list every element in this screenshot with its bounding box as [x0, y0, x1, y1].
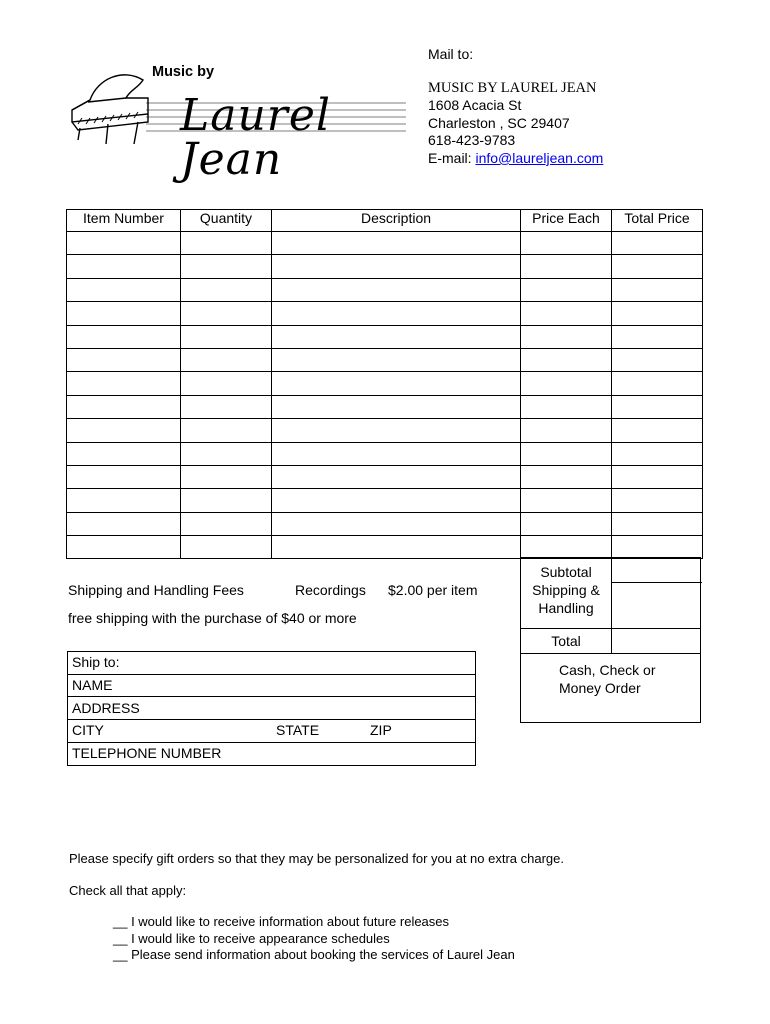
- cell-quantity[interactable]: [181, 512, 272, 535]
- checklist-item-releases[interactable]: __ I would like to receive information about future releases: [113, 914, 450, 929]
- phone-number: 618-423-9783: [428, 132, 516, 149]
- company-name: MUSIC BY LAUREL JEAN: [428, 79, 597, 96]
- checklist: [113, 914, 515, 964]
- ship-to-name[interactable]: NAME: [68, 675, 475, 698]
- cell-total-price[interactable]: [612, 512, 703, 535]
- gift-note: Please specify gift orders so that they may be personalized for you at no extra charge.: [69, 851, 564, 866]
- payment-line-1: Cash, Check or: [559, 662, 656, 678]
- cell-description[interactable]: [272, 372, 521, 395]
- cell-price-each[interactable]: [521, 512, 612, 535]
- table-row: [67, 536, 703, 559]
- free-shipping-note: free shipping with the purchase of $40 or more: [68, 610, 357, 626]
- cell-price-each[interactable]: [521, 489, 612, 512]
- header-item-number: Item Number: [67, 210, 181, 232]
- cell-item-number[interactable]: [67, 465, 181, 488]
- cell-quantity[interactable]: [181, 372, 272, 395]
- cell-description[interactable]: [272, 442, 521, 465]
- cell-quantity[interactable]: [181, 255, 272, 278]
- cell-quantity[interactable]: [181, 302, 272, 325]
- table-row: [67, 302, 703, 325]
- shipping-rate: $2.00 per item: [388, 582, 478, 598]
- header-total-price: Total Price: [612, 210, 703, 232]
- cell-item-number[interactable]: [67, 372, 181, 395]
- cell-total-price[interactable]: [612, 255, 703, 278]
- cell-description[interactable]: [272, 278, 521, 301]
- cell-total-price[interactable]: [612, 325, 703, 348]
- cell-item-number[interactable]: [67, 512, 181, 535]
- shipping-handling-label-1: Shipping &: [532, 582, 600, 598]
- cell-price-each[interactable]: [521, 372, 612, 395]
- cell-quantity[interactable]: [181, 325, 272, 348]
- ship-to-city-row[interactable]: [68, 720, 475, 743]
- ship-to-header: Ship to:: [68, 652, 475, 675]
- cell-description[interactable]: [272, 302, 521, 325]
- table-row: [67, 325, 703, 348]
- cell-description[interactable]: [272, 419, 521, 442]
- cell-price-each[interactable]: [521, 302, 612, 325]
- mail-to-block: [428, 46, 603, 168]
- table-row: [67, 419, 703, 442]
- table-row: [67, 465, 703, 488]
- cell-quantity[interactable]: [181, 465, 272, 488]
- cell-quantity[interactable]: [181, 232, 272, 255]
- order-rows: [67, 232, 703, 559]
- order-table: [66, 209, 703, 559]
- header-description: Description: [272, 210, 521, 232]
- cell-total-price[interactable]: [612, 348, 703, 371]
- cell-description[interactable]: [272, 232, 521, 255]
- cell-total-price[interactable]: [612, 395, 703, 418]
- cell-total-price[interactable]: [612, 442, 703, 465]
- cell-item-number[interactable]: [67, 419, 181, 442]
- cell-description[interactable]: [272, 465, 521, 488]
- shipping-handling-label-2: Handling: [538, 600, 594, 616]
- cell-price-each[interactable]: [521, 348, 612, 371]
- cell-total-price[interactable]: [612, 372, 703, 395]
- cell-item-number[interactable]: [67, 489, 181, 512]
- cell-item-number[interactable]: [67, 255, 181, 278]
- cell-price-each[interactable]: [521, 419, 612, 442]
- ship-to-address[interactable]: [68, 697, 475, 720]
- table-row: [67, 348, 703, 371]
- shipping-recordings: Recordings: [295, 582, 366, 598]
- cell-total-price[interactable]: [612, 465, 703, 488]
- table-row: [67, 278, 703, 301]
- cell-item-number[interactable]: [67, 395, 181, 418]
- total-label: Total: [551, 633, 581, 649]
- cell-total-price[interactable]: [612, 419, 703, 442]
- checklist-item-booking[interactable]: __ Please send information about booking the services of Laurel Jean: [113, 947, 515, 962]
- table-row: [67, 372, 703, 395]
- subtotal-label: Subtotal: [540, 564, 592, 580]
- cell-description[interactable]: [272, 255, 521, 278]
- cell-quantity[interactable]: [181, 278, 272, 301]
- cell-item-number[interactable]: [67, 278, 181, 301]
- cell-quantity[interactable]: [181, 442, 272, 465]
- cell-price-each[interactable]: [521, 536, 612, 559]
- cell-quantity[interactable]: [181, 489, 272, 512]
- table-row: [67, 232, 703, 255]
- table-row: [67, 395, 703, 418]
- cell-description[interactable]: [272, 325, 521, 348]
- payment-line-2: Money Order: [559, 680, 641, 696]
- shipping-fees-label: Shipping and Handling Fees: [68, 582, 244, 598]
- cell-price-each[interactable]: [521, 465, 612, 488]
- cell-total-price[interactable]: [612, 489, 703, 512]
- cell-total-price[interactable]: [612, 232, 703, 255]
- city-state-zip: Charleston , SC 29407: [428, 114, 570, 131]
- header-quantity: Quantity: [181, 210, 272, 232]
- cell-item-number[interactable]: [67, 536, 181, 559]
- ship-to-telephone[interactable]: TELEPHONE NUMBER: [72, 745, 222, 761]
- order-table-header: [67, 210, 703, 232]
- header-price-each: Price Each: [521, 210, 612, 232]
- ship-to-block: [67, 651, 476, 766]
- table-row: [67, 512, 703, 535]
- address-label: ADDRESS: [72, 700, 140, 716]
- totals-block: [520, 557, 701, 723]
- cell-item-number[interactable]: [67, 442, 181, 465]
- mail-to-label: Mail to:: [428, 46, 474, 62]
- cell-price-each[interactable]: [521, 232, 612, 255]
- cell-quantity[interactable]: [181, 395, 272, 418]
- street-address: 1608 Acacia St: [428, 97, 522, 114]
- cell-quantity[interactable]: [181, 348, 272, 371]
- cell-total-price[interactable]: [612, 278, 703, 301]
- cell-total-price[interactable]: [612, 302, 703, 325]
- cell-price-each[interactable]: [521, 325, 612, 348]
- cell-description[interactable]: [272, 395, 521, 418]
- cell-quantity[interactable]: [181, 419, 272, 442]
- check-all-label: Check all that apply:: [69, 883, 187, 898]
- cell-total-price[interactable]: [612, 536, 703, 559]
- cell-description[interactable]: [272, 536, 521, 559]
- cell-price-each[interactable]: [521, 442, 612, 465]
- cell-description[interactable]: [272, 512, 521, 535]
- logo-script-name: Laurel Jean: [180, 90, 331, 185]
- logo-top-text: Music by: [152, 64, 215, 80]
- zip-label: ZIP: [370, 722, 392, 738]
- checklist-item-appearances[interactable]: __ I would like to receive appearance schedules: [113, 930, 390, 946]
- cell-price-each[interactable]: [521, 255, 612, 278]
- logo: [68, 58, 408, 185]
- cell-description[interactable]: [272, 348, 521, 371]
- cell-price-each[interactable]: [521, 278, 612, 301]
- email-label: E-mail:: [428, 149, 472, 166]
- cell-item-number[interactable]: [67, 302, 181, 325]
- cell-item-number[interactable]: [67, 325, 181, 348]
- table-row: [67, 442, 703, 465]
- email-link[interactable]: info@laureljean.com: [475, 149, 604, 166]
- email-line: [428, 150, 603, 168]
- cell-price-each[interactable]: [521, 395, 612, 418]
- state-label: STATE: [276, 722, 320, 738]
- table-row: [67, 255, 703, 278]
- cell-description[interactable]: [272, 489, 521, 512]
- cell-item-number[interactable]: [67, 232, 181, 255]
- cell-quantity[interactable]: [181, 536, 272, 559]
- cell-item-number[interactable]: [67, 348, 181, 371]
- city-label: CITY: [72, 722, 104, 738]
- table-row: [67, 489, 703, 512]
